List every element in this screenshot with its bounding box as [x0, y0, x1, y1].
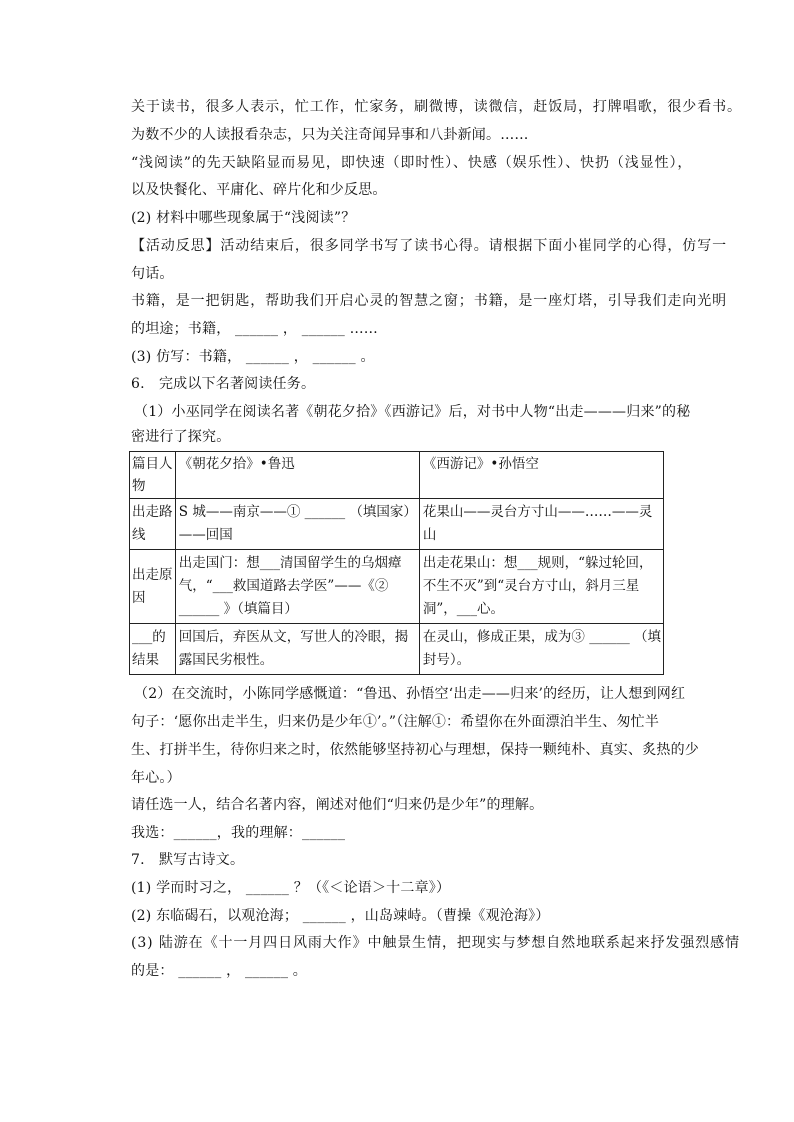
reason-luxun-cell [175, 550, 419, 624]
q6-part2-line-4: 年心。） [131, 770, 181, 786]
reason-wukong-cell [419, 550, 663, 624]
example-sentence-line-2: 的坦途；书籍， ______ ， ______ …… [131, 321, 379, 337]
q5-sub-question-2: (2) 材料中哪些现象属于“浅阅读”？ [131, 210, 356, 226]
reason-wukong-line: 不生不灭”到“灵台方寸山，斜月三星 [422, 578, 640, 594]
route-luxun-line: S 城——南京——① ______ （填国家） [178, 504, 417, 520]
classics-comparison-table [129, 451, 664, 675]
q7-item-2: (2) 东临碣石，以观沧海； ______ ，山岛竦峙。（曹操《观沧海》） [131, 908, 550, 924]
result-luxun-line: 回国后，弃医从文，写世人的冷眼，揭 [178, 629, 409, 645]
header-cell-wukong: 《西游记》•孙悟空 [419, 452, 663, 499]
header-cell-luxun: 《朝花夕拾》•鲁迅 [175, 452, 419, 499]
q7-item-1: (1) 学而时习之， ______ ？（《＜论语＞十二章》） [131, 880, 451, 896]
q6-part2-answer-line: 我选：______，我的理解：______ [131, 825, 346, 841]
table-row-result [130, 624, 664, 675]
activity-reflection-line-1: 【活动反思】活动结束后，很多同学书写了读书心得。请根据下面小崔同学的心得，仿写一 [131, 238, 727, 254]
route-wukong-line: 山 [422, 527, 437, 543]
material-line-3: “浅阅读”的先天缺陷显而易见，即快速（即时性）、快感（娱乐性）、快扔（浅显性）， [131, 155, 693, 171]
q6-title: 6. 完成以下名著阅读任务。 [131, 376, 316, 392]
result-wukong-line: 封号）。 [422, 652, 471, 668]
reason-luxun-line: ______ 》（填篇目） [178, 601, 298, 617]
q5-sub-question-3: (3) 仿写：书籍， ______ ， ______ 。 [131, 349, 375, 365]
row-label-route: 出走路线 [130, 499, 176, 550]
header-cell-item: 篇目人物 [130, 452, 176, 499]
q6-part2-line-2: 句子：‘愿你出走半生，归来仍是少年①’。”（注解①：希望你在外面漂泊半生、匆忙半 [131, 714, 660, 730]
result-luxun-cell [175, 624, 419, 675]
q6-part2-line-1: （2）在交流时，小陈同学感慨道：“鲁迅、孙悟空‘出走——归来’的经历，让人想到网红 [134, 686, 686, 702]
material-line-4: 以及快餐化、平庸化、碎片化和少反思。 [131, 182, 387, 198]
route-luxun-cell [175, 499, 419, 550]
table-row-reason [130, 550, 664, 624]
q6-part2-line-3: 生、打拼半生，待你归来之时，依然能够坚持初心与理想，保持一颗纯朴、真实、炙热的少 [131, 742, 699, 758]
result-wukong-line: 在灵山，修成正果，成为③ ______ （填 [422, 629, 661, 645]
q7-item-3-line-2: 的是： ______ ， ______ 。 [131, 963, 308, 979]
reason-wukong-line: 出走花果山：想___规则，“躲过轮回， [422, 555, 653, 571]
reason-luxun-line: 气，“___救国道路去学医”——《② [178, 578, 389, 594]
row-label-result: ___的结果 [130, 624, 176, 675]
q6-part2-instruction: 请任选一人，结合名著内容，阐述对他们“归来仍是少年”的理解。 [131, 797, 544, 813]
row-label-reason: 出走原因 [130, 550, 176, 624]
route-wukong-line: 花果山——灵台方寸山——……——灵 [422, 504, 653, 520]
route-luxun-line: ——回国 [178, 527, 233, 543]
result-wukong-cell [419, 624, 663, 675]
route-wukong-cell [419, 499, 663, 550]
q6-intro-line-2: 密进行了探究。 [131, 429, 231, 445]
reason-luxun-line: 出走国门：想___清国留学生的乌烟瘴 [178, 555, 402, 571]
table-header-row [130, 452, 664, 499]
table-row-route [130, 499, 664, 550]
result-luxun-line: 露国民劣根性。 [178, 652, 274, 668]
example-sentence-line-1: 书籍，是一把钥匙，帮助我们开启心灵的智慧之窗；书籍，是一座灯塔，引导我们走向光明 [131, 293, 727, 309]
material-line-1: 关于读书，很多人表示，忙工作，忙家务，刷微博，读微信，赶饭局，打牌唱歌，很少看书。 [131, 99, 742, 115]
reason-wukong-line: 洞”，___心。 [422, 601, 505, 617]
material-line-2: 为数不少的人读报看杂志，只为关注奇闻异事和八卦新闻。…… [131, 127, 529, 143]
activity-reflection-line-2: 句话。 [131, 266, 174, 282]
q7-item-3-line-1: (3) 陆游在《十一月四日风雨大作》中触景生情，把现实与梦想自然地联系起来抒发强烈感情 [131, 935, 740, 951]
q6-intro-line-1: （1）小巫同学在阅读名著《朝花夕拾》《西游记》后，对书中人物“出走———归来”的秘 [134, 404, 691, 420]
q7-title: 7. 默写古诗文。 [131, 852, 245, 868]
